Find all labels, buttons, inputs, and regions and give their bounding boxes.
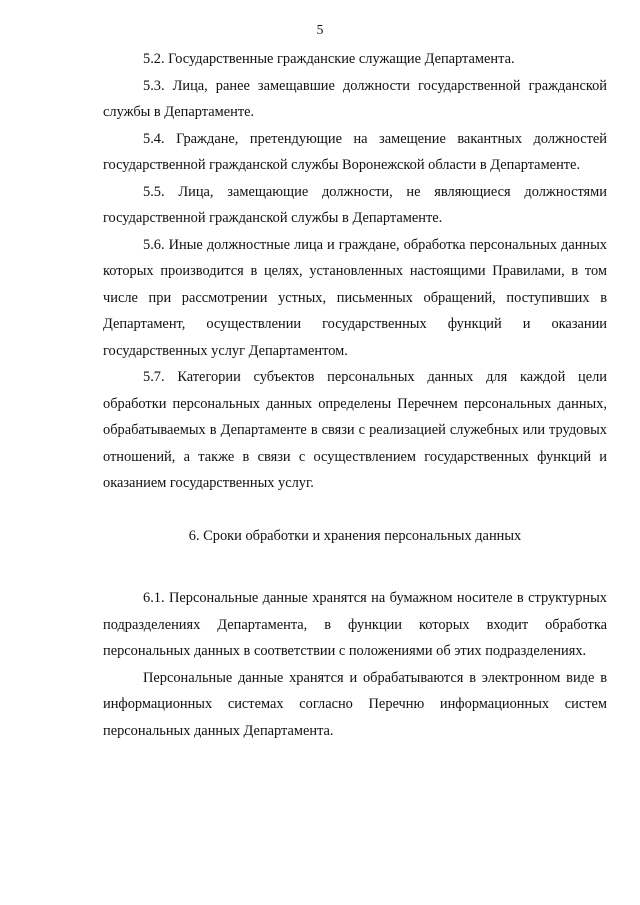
- paragraph-5-3: 5.3. Лица, ранее замещавшие должности государственной гражданской службы в Департаменте.: [103, 77, 607, 120]
- paragraph-5-7: 5.7. Категории субъектов персональных данных для каждой цели обработки персональных данных определены Перечнем персональных данных, обрабатываемых в Департаменте в связи с реализацией служебных или трудовых отношений, а также в связи с осуществлением государственных функций и оказанием государственных услуг.: [103, 369, 607, 491]
- paragraph-5-4: 5.4. Граждане, претендующие на замещение вакантных должностей государственной гражданской службы Воронежской области в Департаменте.: [103, 130, 607, 173]
- paragraph-5-6: 5.6. Иные должностные лица и граждане, обработка персональных данных которых производится в целях, установленных настоящими Правилами, в том числе при рассмотрении устных, письменных обращений, поступивших в Департамент, осуществлении государственных функций и оказании государственных услуг Департаментом.: [103, 236, 607, 359]
- section-heading: 6. Сроки обработки и хранения персональных данных: [188, 527, 522, 544]
- page-number: 5: [316, 22, 324, 37]
- paragraph-6-2: Персональные данные хранятся и обрабатываются в электронном виде в информационных системах согласно Перечню информационных систем персональных данных Департамента.: [103, 669, 607, 739]
- paragraph-5-2: 5.2. Государственные гражданские служащие Департамента.: [143, 51, 515, 67]
- paragraph-6-1: 6.1. Персональные данные хранятся на бумажном носителе в структурных подразделениях Департамента, в функции которых входит обработка персональных данных в соответствии с положениями об этих подразделениях.: [103, 590, 607, 659]
- document-body: [103, 46, 607, 744]
- paragraph-5-5: 5.5. Лица, замещающие должности, не являющиеся должностями государственной гражданской службы в Департаменте.: [103, 183, 607, 226]
